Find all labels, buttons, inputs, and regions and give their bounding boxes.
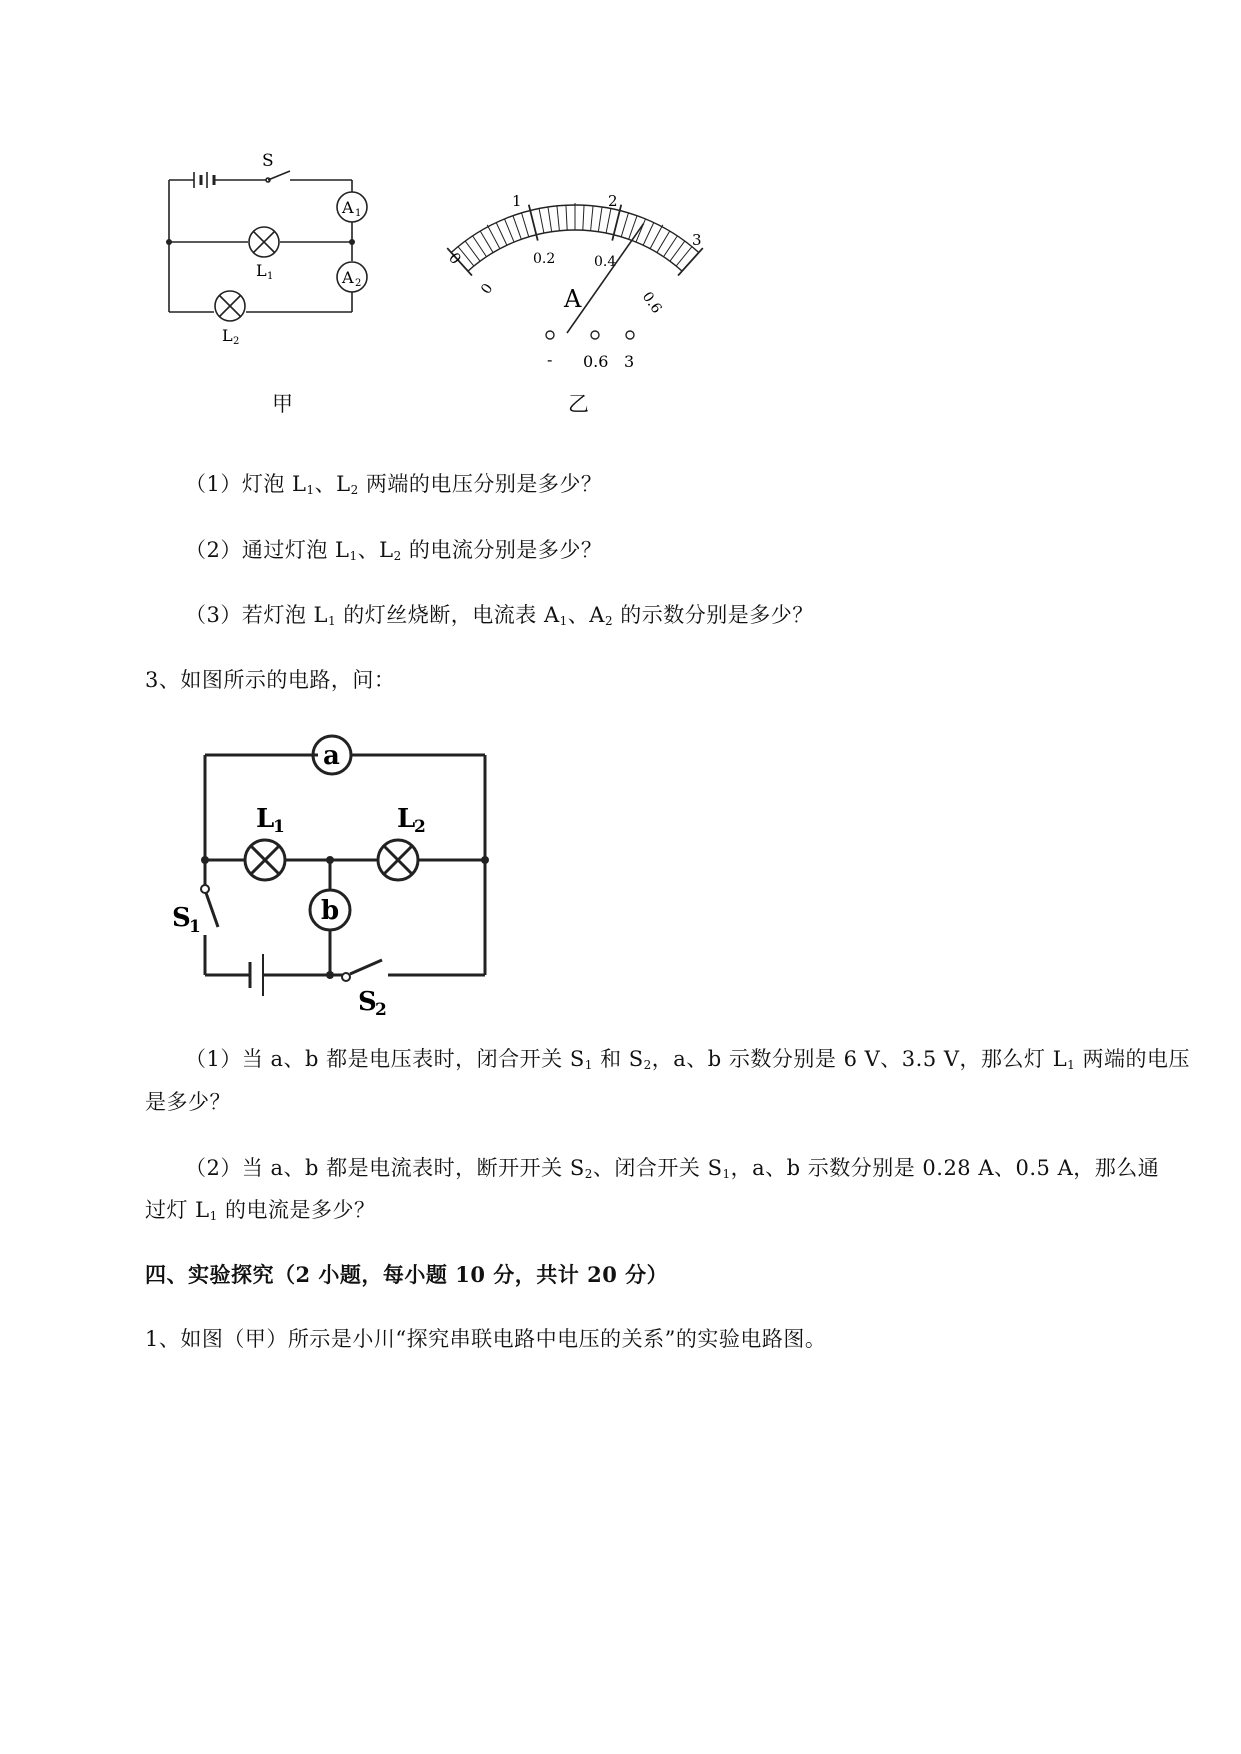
q3-part1-line2: 是多少？ <box>145 1090 231 1114</box>
terminal-label-06: 0.6 <box>583 352 609 371</box>
dial-tick <box>657 231 670 252</box>
dial-tick <box>513 216 521 240</box>
caption-jia: 甲 <box>272 392 293 416</box>
caption-yi: 乙 <box>568 392 589 416</box>
label-meter-b: b <box>321 896 340 926</box>
dial-tick <box>678 248 703 275</box>
q2-part1: （1）灯泡 $L_1$、$L_2$ 两端的电压分别是多少？ <box>185 472 603 497</box>
label-switch-s2: S <box>358 987 377 1015</box>
dial-tick <box>606 209 611 234</box>
dial-tick <box>636 219 646 242</box>
q3-part1-line1: （1）当 a、b 都是电压表时，闭合开关 $S_1$ 和 $S_2$，a、b 示数分别是 6 V、3.5 V，那么灯 $L_1$ 两端的电压 <box>185 1047 1190 1072</box>
q2-part3: （3）若灯泡 $L_1$ 的灯丝烧断，电流表 $A_1$、$A_2$ 的示数分别是多少？ <box>185 603 814 628</box>
label-switch-s: S <box>262 151 274 171</box>
q3-title: 3、如图所示的电路，问： <box>145 668 396 692</box>
scale-lower-04: 0.4 <box>594 254 617 270</box>
label-switch-s1: S <box>172 903 191 933</box>
dial-tick <box>496 223 507 246</box>
label-lamp-l1-sub: 1 <box>273 817 285 837</box>
switch-s2-blade <box>350 960 382 974</box>
switch-s2-pivot <box>342 973 350 981</box>
label-switch-s1-sub: 1 <box>189 917 201 937</box>
switch-blade <box>268 171 290 180</box>
q3-part2-line2: 过灯 $L_1$ 的电流是多少？ <box>145 1198 376 1223</box>
terminal-negative <box>546 331 554 339</box>
dial-tick <box>557 206 559 231</box>
section4-heading: 四、实验探究（2 小题，每小题 10 分，共计 20 分） <box>145 1262 669 1287</box>
junction-dot <box>326 971 334 979</box>
dial-tick <box>583 205 584 230</box>
section4-q1: 1、如图（甲）所示是小川“探究串联电路中电压的关系”的实验电路图。 <box>145 1327 827 1351</box>
label-a1-sub: 1 <box>355 208 362 219</box>
q2-part2: （2）通过灯泡 $L_1$、$L_2$ 的电流分别是多少？ <box>185 538 603 563</box>
dial-tick <box>591 206 593 231</box>
junction-dot <box>166 239 172 245</box>
junction-dot <box>481 856 489 864</box>
label-lamp-l1: L <box>256 804 275 834</box>
label-lamp-l2: L <box>397 804 416 834</box>
dial-tick <box>566 205 567 230</box>
dial-tick <box>505 219 515 242</box>
dial-scale <box>444 203 703 276</box>
terminal-06 <box>591 331 599 339</box>
switch-s1-blade <box>205 890 218 927</box>
meter-unit-a: A <box>564 285 582 313</box>
label-a2-sub: 2 <box>355 278 362 289</box>
junction-dot <box>201 856 209 864</box>
figure-jia-circuit <box>150 150 410 380</box>
label-l2-sub: 2 <box>233 336 240 347</box>
scale-lower-02: 0.2 <box>533 251 556 267</box>
scale-lower-0: 0 <box>478 280 497 298</box>
dial-tick <box>548 207 552 232</box>
terminal-label-3: 3 <box>624 352 635 371</box>
label-l2: L <box>222 326 233 345</box>
scale-upper-2: 2 <box>608 192 618 210</box>
junction-dot <box>326 856 334 864</box>
dial-tick <box>621 213 628 237</box>
label-switch-s2-sub: 2 <box>375 1000 387 1015</box>
label-meter-a: a <box>323 741 340 771</box>
label-a2: A <box>342 268 354 287</box>
scale-lower-06: 0.6 <box>638 289 665 317</box>
meter-needle <box>567 224 644 333</box>
dial-tick <box>480 231 493 252</box>
terminal-label-negative: - <box>547 350 553 369</box>
figure-q3-circuit <box>160 725 520 1015</box>
scale-upper-0: 0 <box>444 249 465 268</box>
q3-part2-line1: （2）当 a、b 都是电流表时，断开开关 $S_2$、闭合开关 $S_1$，a、b 示数分别是 0.28 A、0.5 A，那么通 <box>185 1156 1160 1181</box>
switch-s1-pivot <box>201 885 209 893</box>
terminal-3 <box>626 331 634 339</box>
junction-dot <box>349 239 355 245</box>
figure-yi-ammeter <box>430 185 720 385</box>
dial-tick <box>598 207 602 232</box>
label-a1: A <box>342 198 354 217</box>
dial-arc <box>468 230 682 271</box>
label-l1: L <box>256 261 267 280</box>
scale-upper-1: 1 <box>512 192 522 210</box>
scale-upper-3: 3 <box>692 231 702 249</box>
dial-tick <box>522 213 529 237</box>
dial-tick <box>643 223 654 246</box>
dial-tick <box>539 209 544 234</box>
label-lamp-l2-sub: 2 <box>414 817 426 837</box>
label-l1-sub: 1 <box>267 271 274 282</box>
